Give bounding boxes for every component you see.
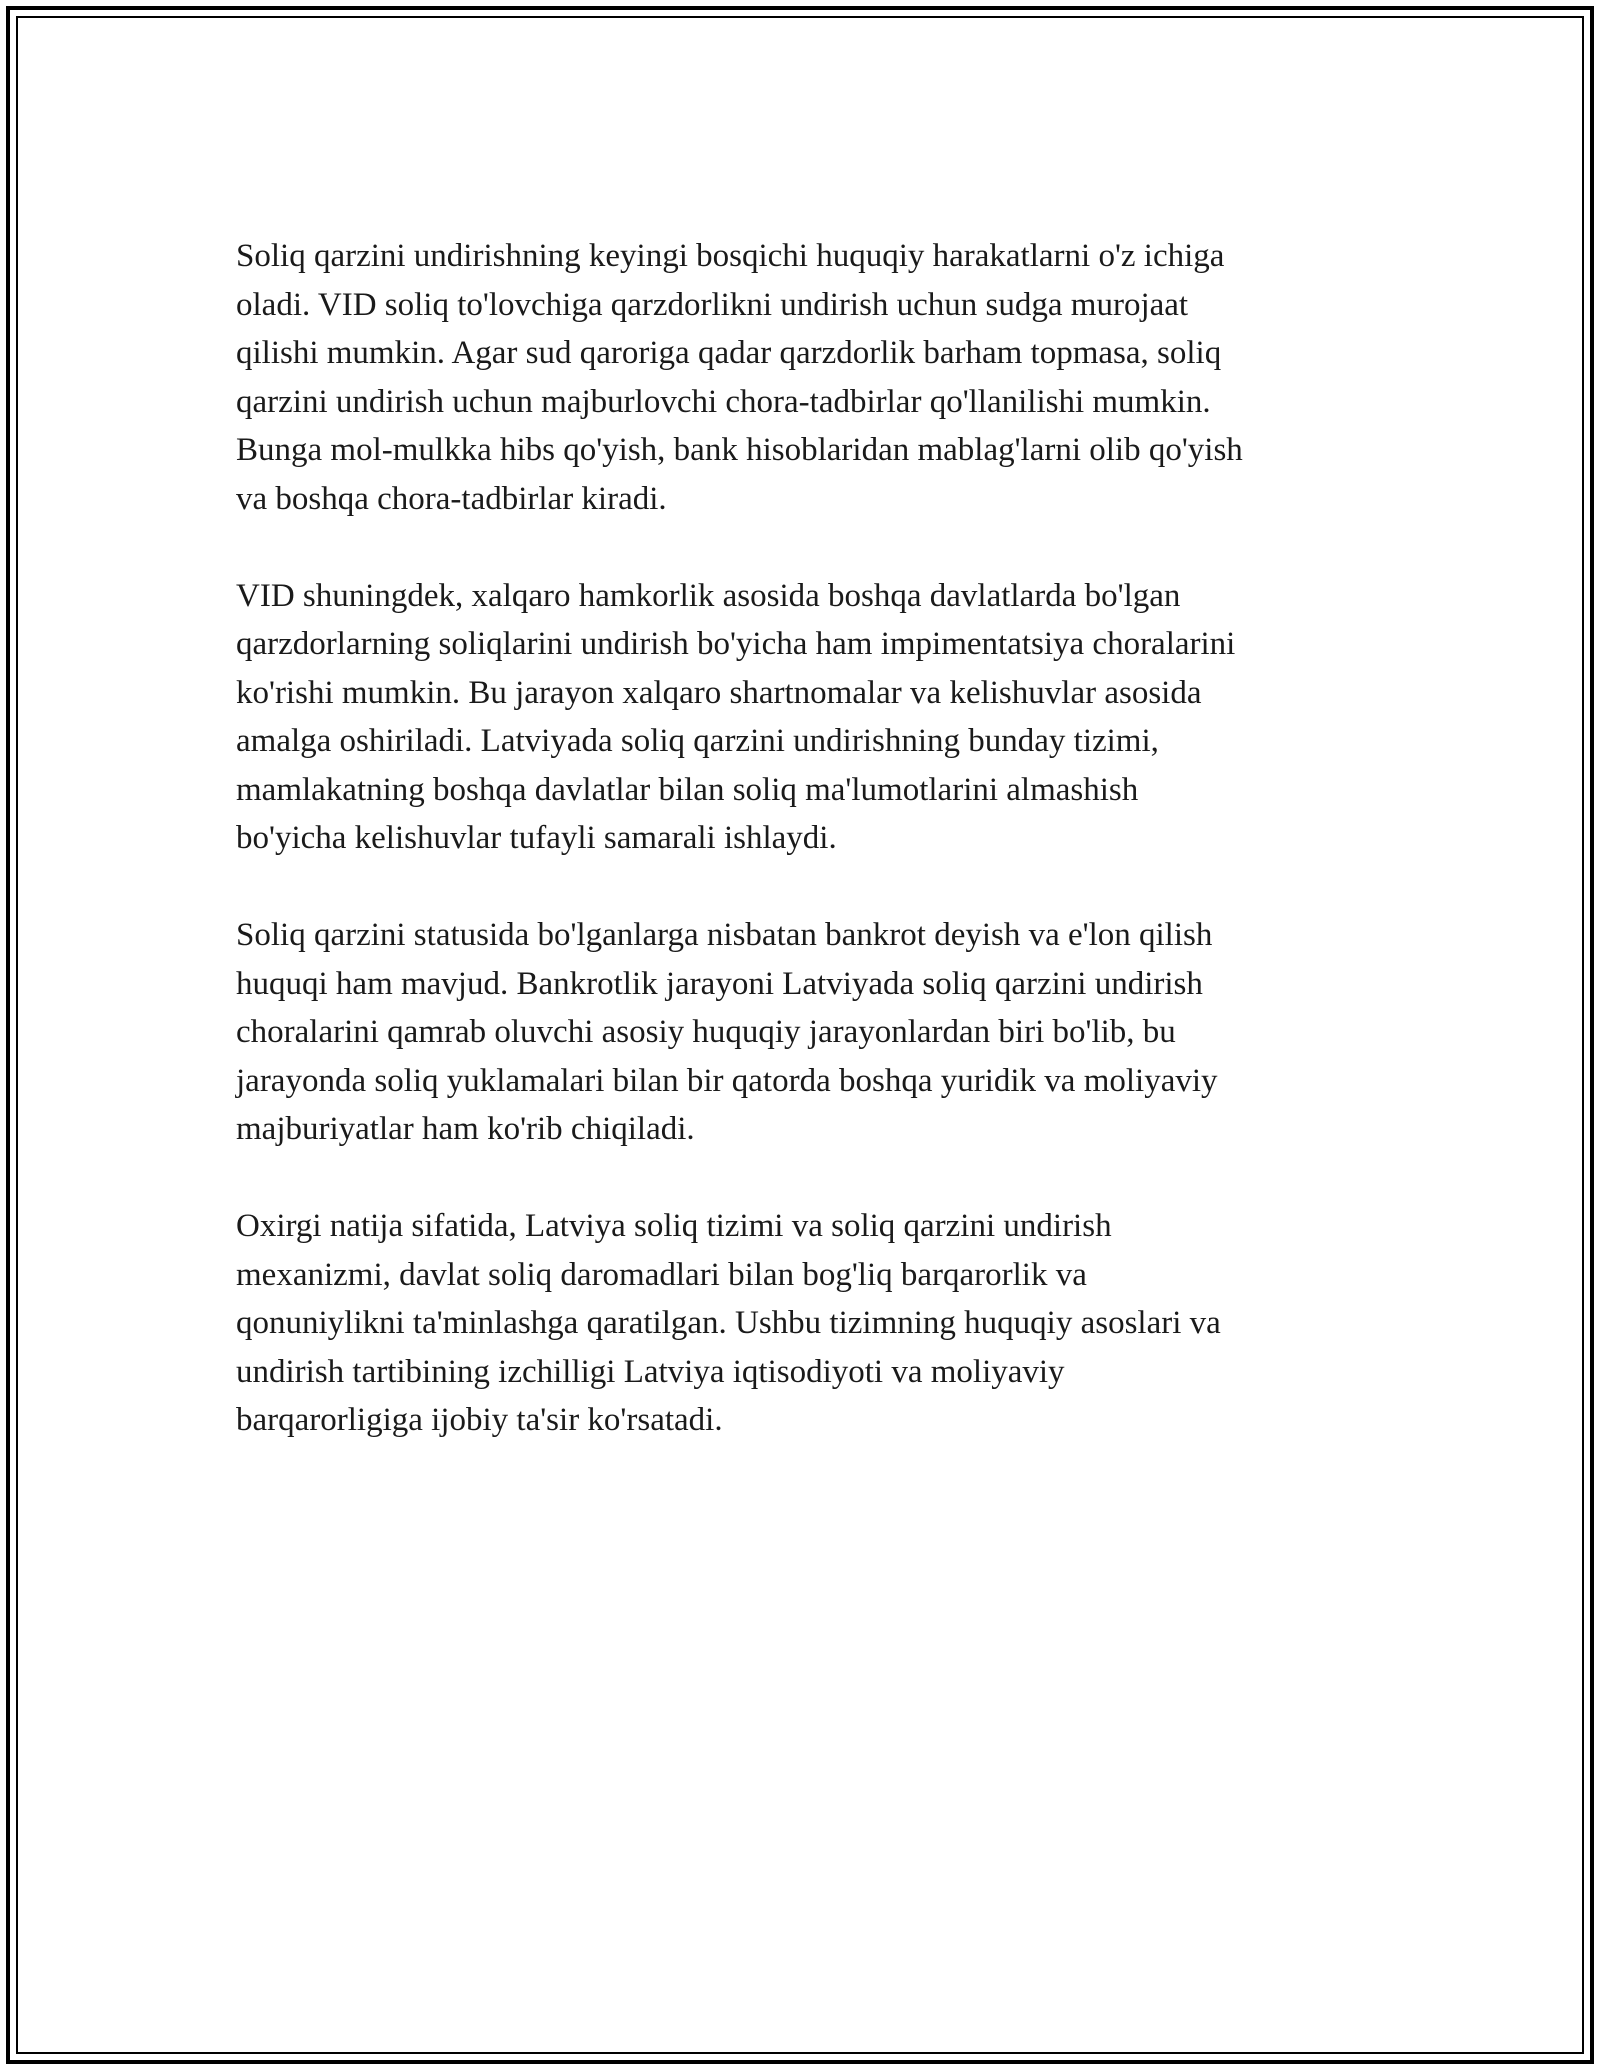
paragraph-3	[236, 911, 1366, 1154]
text-line: qonuniylikni ta'minlashga qaratilgan. Ushbu tizimning huquqiy asoslari va	[236, 1305, 1221, 1341]
text-line: huquqi ham mavjud. Bankrotlik jarayoni Latviyada soliq qarzini undirish	[236, 965, 1203, 1002]
text-line: bo'yicha kelishuvlar tufayli samarali ishlaydi.	[236, 820, 837, 856]
text-line: Oxirgi natija sifatida, Latviya soliq tizimi va soliq qarzini undirish	[236, 1208, 1112, 1244]
text-line: mamlakatning boshqa davlatlar bilan soliq ma'lumotlarini almashish	[236, 771, 1139, 808]
text-line: qarzdorlarning soliqlarini undirish bo'yicha ham impimentatsiya choralarini	[236, 626, 1236, 662]
text-line: va boshqa chora-tadbirlar kiradi.	[236, 480, 667, 517]
paragraph-4	[236, 1202, 1366, 1445]
text-line: VID shuningdek, xalqaro hamkorlik asosida boshqa davlatlarda bo'lgan	[236, 577, 1181, 614]
document-body	[236, 232, 1366, 1493]
text-line: oladi. VID soliq to'lovchiga qarzdorlikni undirish uchun sudga murojaat	[236, 286, 1189, 323]
text-line: majburiyatlar ham ko'rib chiqiladi.	[236, 1111, 695, 1147]
text-line: qilishi mumkin. Agar sud qaroriga qadar qarzdorlik barham topmasa, soliq	[236, 335, 1222, 371]
text-line: undirish tartibining izchilligi Latviya iqtisodiyoti va moliyaviy	[236, 1353, 1065, 1390]
text-line: mexanizmi, davlat soliq daromadlari bilan bog'liq barqarorlik va	[236, 1256, 1087, 1293]
text-line: jarayonda soliq yuklamalari bilan bir qatorda boshqa yuridik va moliyaviy	[236, 1062, 1218, 1099]
text-line: Bunga mol-mulkka hibs qo'yish, bank hisoblaridan mablag'larni olib qo'yish	[236, 432, 1243, 468]
text-line: Soliq qarzini undirishning keyingi bosqichi huquqiy harakatlarni o'z ichiga	[236, 238, 1225, 274]
text-line: choralarini qamrab oluvchi asosiy huquqiy jarayonlardan biri bo'lib, bu	[236, 1014, 1176, 1050]
text-line: barqarorligiga ijobiy ta'sir ko'rsatadi.	[236, 1402, 723, 1438]
paragraph-2	[236, 572, 1366, 863]
text-line: Soliq qarzini statusida bo'lganlarga nisbatan bankrot deyish va e'lon qilish	[236, 917, 1213, 953]
text-line: ko'rishi mumkin. Bu jarayon xalqaro shartnomalar va kelishuvlar asosida	[236, 674, 1202, 711]
text-line: amalga oshiriladi. Latviyada soliq qarzini undirishning bunday tizimi,	[236, 723, 1159, 759]
text-line: qarzini undirish uchun majburlovchi chora-tadbirlar qo'llanilishi mumkin.	[236, 383, 1211, 420]
paragraph-1	[236, 232, 1366, 523]
